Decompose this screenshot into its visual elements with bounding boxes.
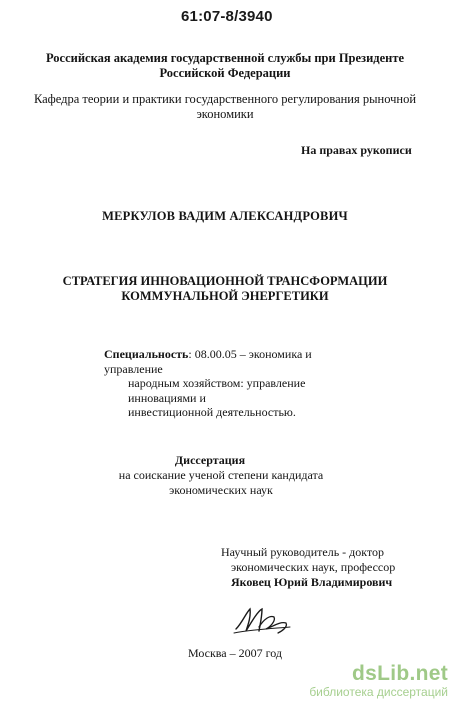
supervisor-line-1: Научный руководитель - доктор [221, 545, 385, 559]
specialty-line-3: инвестиционной деятельностью. [128, 405, 296, 419]
department-name [0, 92, 450, 122]
institution-name [0, 51, 450, 81]
document-code: 61:07-8/3940 [181, 8, 273, 25]
title-line-2: КОММУНАЛЬНОЙ ЭНЕРГЕТИКИ [121, 289, 329, 303]
degree-line-2: экономических наук [169, 483, 273, 497]
title-line-1: СТРАТЕГИЯ ИННОВАЦИОННОЙ ТРАНСФОРМАЦИИ [62, 274, 388, 288]
department-line-2: экономики [196, 107, 254, 121]
dissertation-block [0, 453, 450, 498]
supervisor-name: Яковец Юрий Владимирович [231, 575, 393, 589]
specialty-code: : 08.00.05 – экономика и управление [104, 347, 312, 376]
dslib-watermark [298, 662, 448, 699]
signature-icon [232, 603, 294, 637]
dissertation-heading: Диссертация [174, 453, 246, 467]
specialty-label: Специальность [104, 347, 189, 361]
institution-line-2: Российской Федерации [159, 66, 291, 80]
watermark-logo: dsLib.net [351, 662, 448, 685]
supervisor-block [221, 545, 395, 590]
specialty-block [104, 347, 364, 420]
specialty-line-1 [104, 347, 364, 376]
degree-line-1: на соискание ученой степени кандидата [118, 468, 324, 482]
manuscript-rights-note: На правах рукописи [301, 143, 412, 157]
city-and-year: Москва – 2007 год [187, 646, 283, 660]
author-name: МЕРКУЛОВ ВАДИМ АЛЕКСАНДРОВИЧ [102, 209, 348, 223]
institution-line-1: Российская академия государственной службы при Президенте [45, 51, 405, 65]
specialty-line-2: народным хозяйством: управление инновациями и [128, 376, 306, 405]
dissertation-title [0, 274, 450, 304]
department-line-1: Кафедра теории и практики государственного регулирования рыночной [33, 92, 417, 106]
supervisor-line-2: экономических наук, профессор [231, 560, 396, 574]
watermark-subtitle: библиотека диссертаций [309, 685, 448, 699]
